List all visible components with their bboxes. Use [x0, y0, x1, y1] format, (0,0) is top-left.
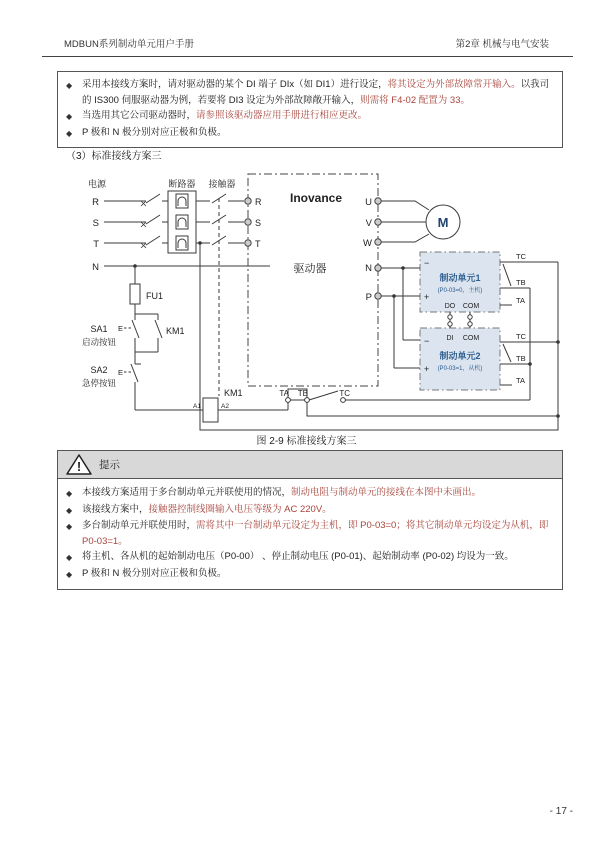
label-power: 电源 [88, 179, 107, 189]
diamond-bullet-icon: ◆ [66, 81, 73, 90]
bullet-text: 多台制动单元并联使用时，需将其中一台制动单元设定为主机，即 P0-03=0；将其它制动单元均设定为从机，即 P0-03=1。 [82, 520, 549, 547]
label-u2-tb: TB [516, 354, 526, 363]
label-sa1: SA1 [90, 324, 108, 334]
bullet-item [66, 549, 554, 566]
label-e1: E [118, 324, 124, 333]
tip-body [58, 479, 562, 589]
bullet-text: P 极和 N 极分别对应正极和负极。 [82, 126, 227, 138]
label-term-p: P [365, 292, 372, 303]
note-box [57, 71, 563, 148]
tip-header [58, 451, 562, 479]
page-number: - 17 - [549, 806, 573, 817]
label-a2: A2 [221, 403, 229, 410]
label-drive: 驱动器 [293, 263, 327, 275]
bullet-item [66, 566, 554, 583]
label-plus1: + [424, 292, 430, 302]
label-a1: A1 [193, 403, 201, 410]
label-u1-tb: TB [516, 278, 526, 287]
tip-box [57, 450, 563, 590]
bullet-text: 当选用其它公司驱动器时，请参照该驱动器应用手册进行相应更改。 [82, 110, 368, 121]
label-minus1: − [424, 258, 430, 268]
diamond-bullet-icon: ◆ [66, 128, 73, 138]
label-com2: COM [462, 335, 480, 342]
diamond-bullet-icon: ◆ [66, 553, 73, 562]
bullet-text: 本接线方案适用于多台制动单元并联使用的情况，制动电阻与制动单元的接线在本图中未画出。 [82, 487, 482, 498]
label-unit1-sub: (P0-03=0，主机) [437, 288, 483, 294]
dc-bus-wiring [381, 266, 420, 368]
label-u2-tc: TC [516, 332, 526, 341]
warning-triangle-icon [66, 453, 92, 476]
header-left-title: MDBUN系列制动单元用户手册 [64, 39, 194, 50]
figure-caption: 图 2-9 标准接线方案三 [256, 436, 357, 447]
tip-title: 提示 [99, 459, 120, 471]
diamond-bullet-icon: ◆ [66, 522, 73, 531]
label-motor-m: M [437, 215, 449, 230]
label-phase-t: T [93, 239, 99, 250]
label-km1-coil: KM1 [224, 388, 243, 398]
label-plus2: + [424, 364, 430, 374]
bullet-item [66, 518, 554, 549]
label-unit1: 制动单元1 [439, 273, 481, 283]
label-row-ta: TA [279, 389, 289, 398]
header-rule [42, 56, 573, 57]
bullet-item [66, 502, 554, 519]
bullet-text: P 极和 N 极分别对应正极和负极。 [82, 567, 227, 579]
label-minus2: − [424, 336, 430, 346]
label-di: DI [446, 335, 454, 342]
svg-text:!: ! [76, 459, 82, 474]
bullet-text: 将主机、各从机的起始制动电压（P0-00） 、停止制动电压 (P0-01)、起始制动率 (P0-02) 均设为一致。 [82, 551, 514, 562]
label-u2-ta: TA [516, 376, 526, 385]
drive-terminals [245, 198, 381, 299]
label-contactor: 接触器 [208, 179, 236, 189]
bullet-text: 该接线方案中，接触器控制线圈输入电压等级为 AC 220V。 [82, 503, 332, 515]
diamond-bullet-icon: ◆ [66, 569, 73, 579]
fault-relay-row [286, 389, 558, 416]
label-sa2: SA2 [90, 365, 108, 375]
label-term-s: S [255, 218, 262, 228]
label-term-w: W [363, 238, 372, 249]
label-row-tb: TB [297, 389, 308, 398]
label-term-u: U [365, 197, 372, 208]
label-fu1: FU1 [146, 291, 164, 301]
label-u1-tc: TC [516, 252, 526, 261]
diamond-bullet-icon: ◆ [66, 112, 73, 121]
label-unit2: 制动单元2 [439, 351, 481, 361]
label-sa2-desc: 急停按钮 [81, 378, 117, 388]
bullet-text: 采用本接线方案时，请对驱动器的某个 DI 端子 DIx（如 DI1）进行设定，将其设定为外部故障常开输入。以我司的 IS300 伺服驱动器为例，若要将 DI3 设定为外部故障敞开输入，则需将 F4-02 配置为 33。 [82, 79, 550, 106]
label-term-t: T [255, 239, 261, 249]
master-slave-link [448, 312, 472, 328]
diamond-bullet-icon: ◆ [66, 489, 73, 498]
label-term-n: N [365, 263, 372, 274]
bullet-item [66, 125, 554, 142]
label-breaker: 断路器 [168, 179, 196, 189]
label-unit2-sub: (P0-03=1，从机) [437, 366, 483, 372]
diamond-bullet-icon: ◆ [66, 505, 73, 515]
header-right-chapter: 第2章 机械与电气安装 [455, 39, 549, 50]
label-sa1-desc: 启动按钮 [81, 337, 117, 347]
label-brand: Inovance [289, 191, 343, 205]
label-phase-n: N [92, 262, 99, 273]
label-u1-ta: TA [516, 296, 526, 305]
bullet-item [66, 77, 554, 108]
label-do: DO [444, 303, 456, 310]
label-e2: E [118, 368, 124, 377]
bullet-item [66, 485, 554, 502]
label-term-r: R [255, 197, 262, 207]
label-km1-aux: KM1 [166, 326, 185, 336]
label-phase-s: S [92, 218, 99, 229]
bullet-item [66, 108, 554, 125]
drive-box [248, 174, 378, 386]
wiring-diagram [58, 170, 563, 433]
label-com1: COM [462, 303, 480, 310]
label-row-tc: TC [339, 389, 350, 398]
label-phase-r: R [92, 197, 99, 208]
label-term-v: V [365, 218, 372, 229]
section-title: （3）标准接线方案三 [66, 151, 162, 162]
